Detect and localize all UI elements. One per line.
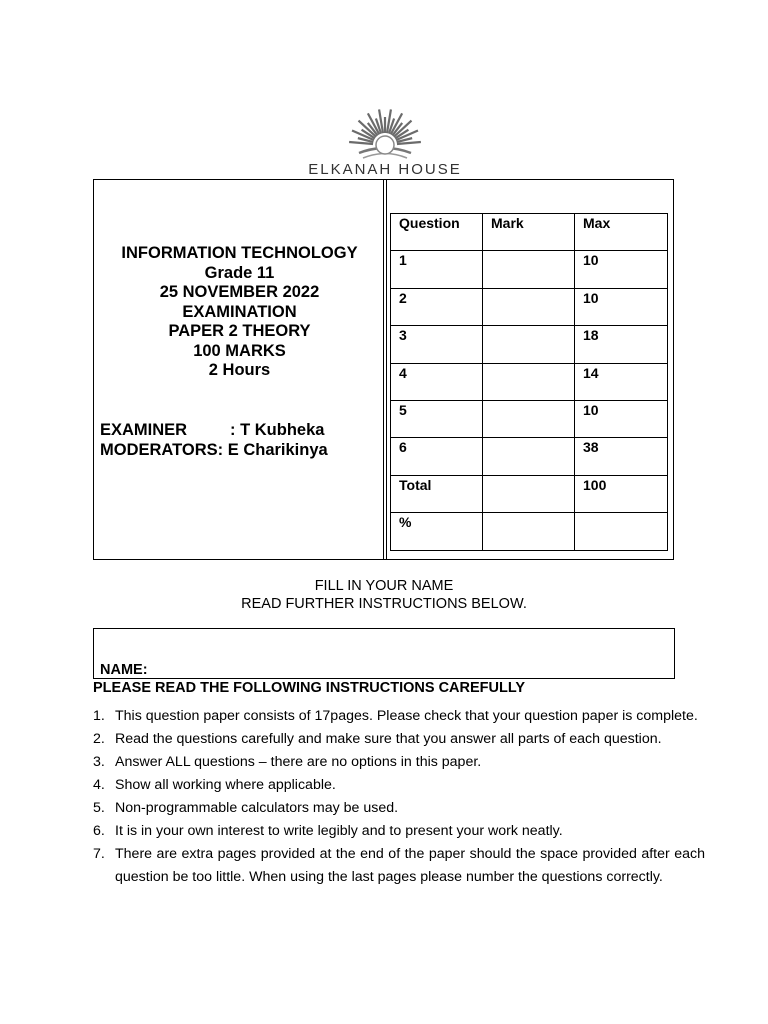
max-cell <box>575 513 668 550</box>
school-name-logo-text: ELKANAH HOUSE <box>308 161 462 178</box>
mark-cell[interactable] <box>483 400 575 437</box>
instructions-list <box>93 705 705 889</box>
exam-type: EXAMINATION <box>182 302 297 321</box>
fill-in-instructions <box>0 577 768 613</box>
question-cell: 3 <box>391 326 483 363</box>
header-divider <box>383 180 387 559</box>
max-cell: 100 <box>575 475 668 512</box>
question-cell: % <box>391 513 483 550</box>
max-cell: 38 <box>575 438 668 475</box>
examiner-label: EXAMINER <box>100 421 188 439</box>
question-cell: 5 <box>391 400 483 437</box>
total-marks: 100 MARKS <box>193 341 286 360</box>
examiner-value: : T Kubheka <box>230 421 325 439</box>
table-row <box>391 288 668 325</box>
exam-date: 25 NOVEMBER 2022 <box>159 283 320 301</box>
question-cell: Total <box>391 475 483 512</box>
exam-info <box>102 244 377 381</box>
list-item: 1. This question paper consists of 17pages. Please check that your question paper is complete. <box>93 708 698 724</box>
instructions-heading: PLEASE READ THE FOLLOWING INSTRUCTIONS CAREFULLY <box>93 680 526 696</box>
moderators-label: MODERATORS: <box>100 441 224 459</box>
table-row <box>391 326 668 363</box>
list-item: 5. Non-programmable calculators may be used. <box>93 800 399 816</box>
mark-cell[interactable] <box>483 363 575 400</box>
moderators-value: E Charikinya <box>227 441 328 459</box>
school-logo <box>290 105 480 180</box>
marks-table <box>390 213 668 551</box>
mark-cell[interactable] <box>483 251 575 288</box>
fill-in-line: FILL IN YOUR NAME <box>314 578 454 594</box>
list-item: 3. Answer ALL questions – there are no options in this paper. <box>93 754 482 770</box>
question-cell: 2 <box>391 288 483 325</box>
exam-header-box <box>93 179 674 560</box>
mark-cell[interactable] <box>483 438 575 475</box>
mark-cell[interactable] <box>483 475 575 512</box>
name-label: NAME: <box>100 662 148 678</box>
marks-table-header <box>391 214 668 251</box>
question-cell: 6 <box>391 438 483 475</box>
question-cell: 4 <box>391 363 483 400</box>
mark-cell[interactable] <box>483 513 575 550</box>
list-item: 2. Read the questions carefully and make sure that you answer all parts of each question. <box>93 731 662 747</box>
subject-title: INFORMATION TECHNOLOGY <box>121 244 358 262</box>
max-cell: 10 <box>575 400 668 437</box>
paper-title: PAPER 2 THEORY <box>168 322 311 340</box>
max-cell: 18 <box>575 326 668 363</box>
read-further-line: READ FURTHER INSTRUCTIONS BELOW. <box>241 596 527 612</box>
header-mark: Mark <box>483 214 575 251</box>
table-row-total <box>391 475 668 512</box>
sunburst-crest-icon <box>345 105 425 161</box>
mark-cell[interactable] <box>483 326 575 363</box>
list-item: 6. It is in your own interest to write legibly and to present your work neatly. <box>93 823 563 839</box>
duration: 2 Hours <box>208 361 271 379</box>
table-row-percent <box>391 513 668 550</box>
table-row <box>391 251 668 288</box>
header-max: Max <box>575 214 668 251</box>
examiner-block <box>100 420 380 460</box>
max-cell: 14 <box>575 363 668 400</box>
max-cell: 10 <box>575 288 668 325</box>
mark-cell[interactable] <box>483 288 575 325</box>
list-item: 7. There are extra pages provided at the end of the paper should the space provided after each question be too little. When using the last pages please number the questions correctly. <box>93 846 705 885</box>
table-row <box>391 400 668 437</box>
table-row <box>391 363 668 400</box>
table-row <box>391 438 668 475</box>
name-field-box[interactable] <box>93 628 675 679</box>
grade-line: Grade 11 <box>204 263 275 282</box>
header-question: Question <box>391 214 483 251</box>
list-item: 4. Show all working where applicable. <box>93 777 336 793</box>
question-cell: 1 <box>391 251 483 288</box>
max-cell: 10 <box>575 251 668 288</box>
